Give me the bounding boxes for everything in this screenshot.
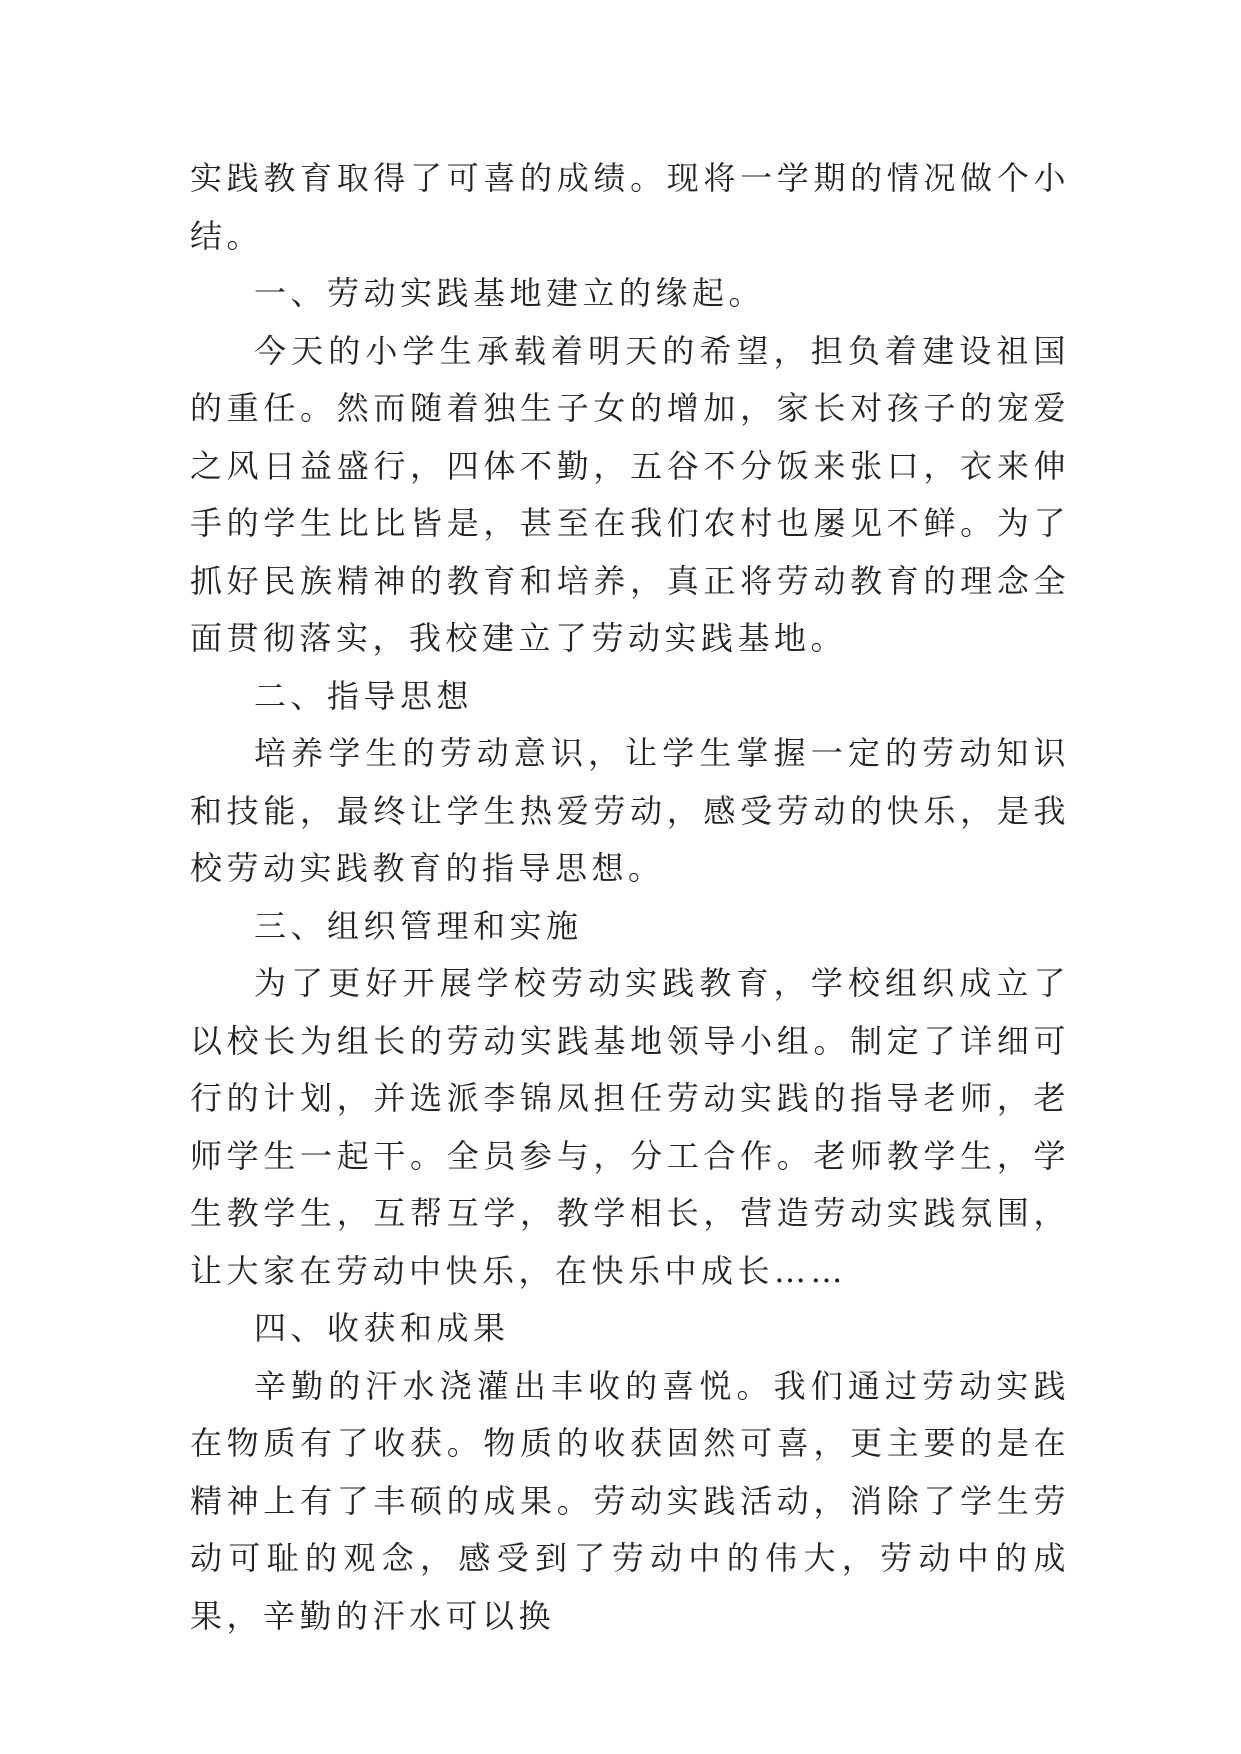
- section-heading-organization: 三、组织管理和实施: [254, 906, 583, 945]
- paragraph-origin: 今天的小学生承载着明天的希望，担负着建设祖国的重任。然而随着独生子女的增加，家长对孩子的宠爱之风日益盛行，四体不勤，五谷不分饭来张口，衣来伸手的学生比比皆是，甚至在我们农村也屡见不鲜。为了抓好民族精神的教育和培养，真正将劳动教育的理念全面贯彻落实，我校建立了劳动实践基地。: [190, 331, 1070, 657]
- section-heading-results: 四、收获和成果: [254, 1309, 510, 1347]
- document-body: [190, 150, 1070, 1645]
- paragraph-results: 辛勤的汗水浇灌出丰收的喜悦。我们通过劳动实践在物质有了收获。物质的收获固然可喜，更主要的是在精神上有了丰硕的成果。劳动实践活动，消除了学生劳动可耻的观念，感受到了劳动中的伟大，劳动中的成果，辛勤的汗水可以换: [190, 1366, 1070, 1635]
- paragraph-guiding-thought: 培养学生的劳动意识，让学生掌握一定的劳动知识和技能，最终让学生热爱劳动，感受劳动的快乐，是我校劳动实践教育的指导思想。: [190, 734, 1070, 887]
- section-heading-guiding-thought: 二、指导思想: [254, 676, 474, 715]
- paragraph-organization: 为了更好开展学校劳动实践教育，学校组织成立了以校长为组长的劳动实践基地领导小组。制定了详细可行的计划，并选派李锦凤担任劳动实践的指导老师，老师学生一起干。全员参与，分工合作。老师教学生，学生教学生，互帮互学，教学相长，营造劳动实践氛围，让大家在劳动中快乐，在快乐中成长……: [190, 964, 1070, 1290]
- section-heading-origin: 一、劳动实践基地建立的缘起。: [254, 274, 766, 312]
- paragraph-intro-continuation: 实践教育取得了可喜的成绩。现将一学期的情况做个小结。: [190, 159, 1070, 255]
